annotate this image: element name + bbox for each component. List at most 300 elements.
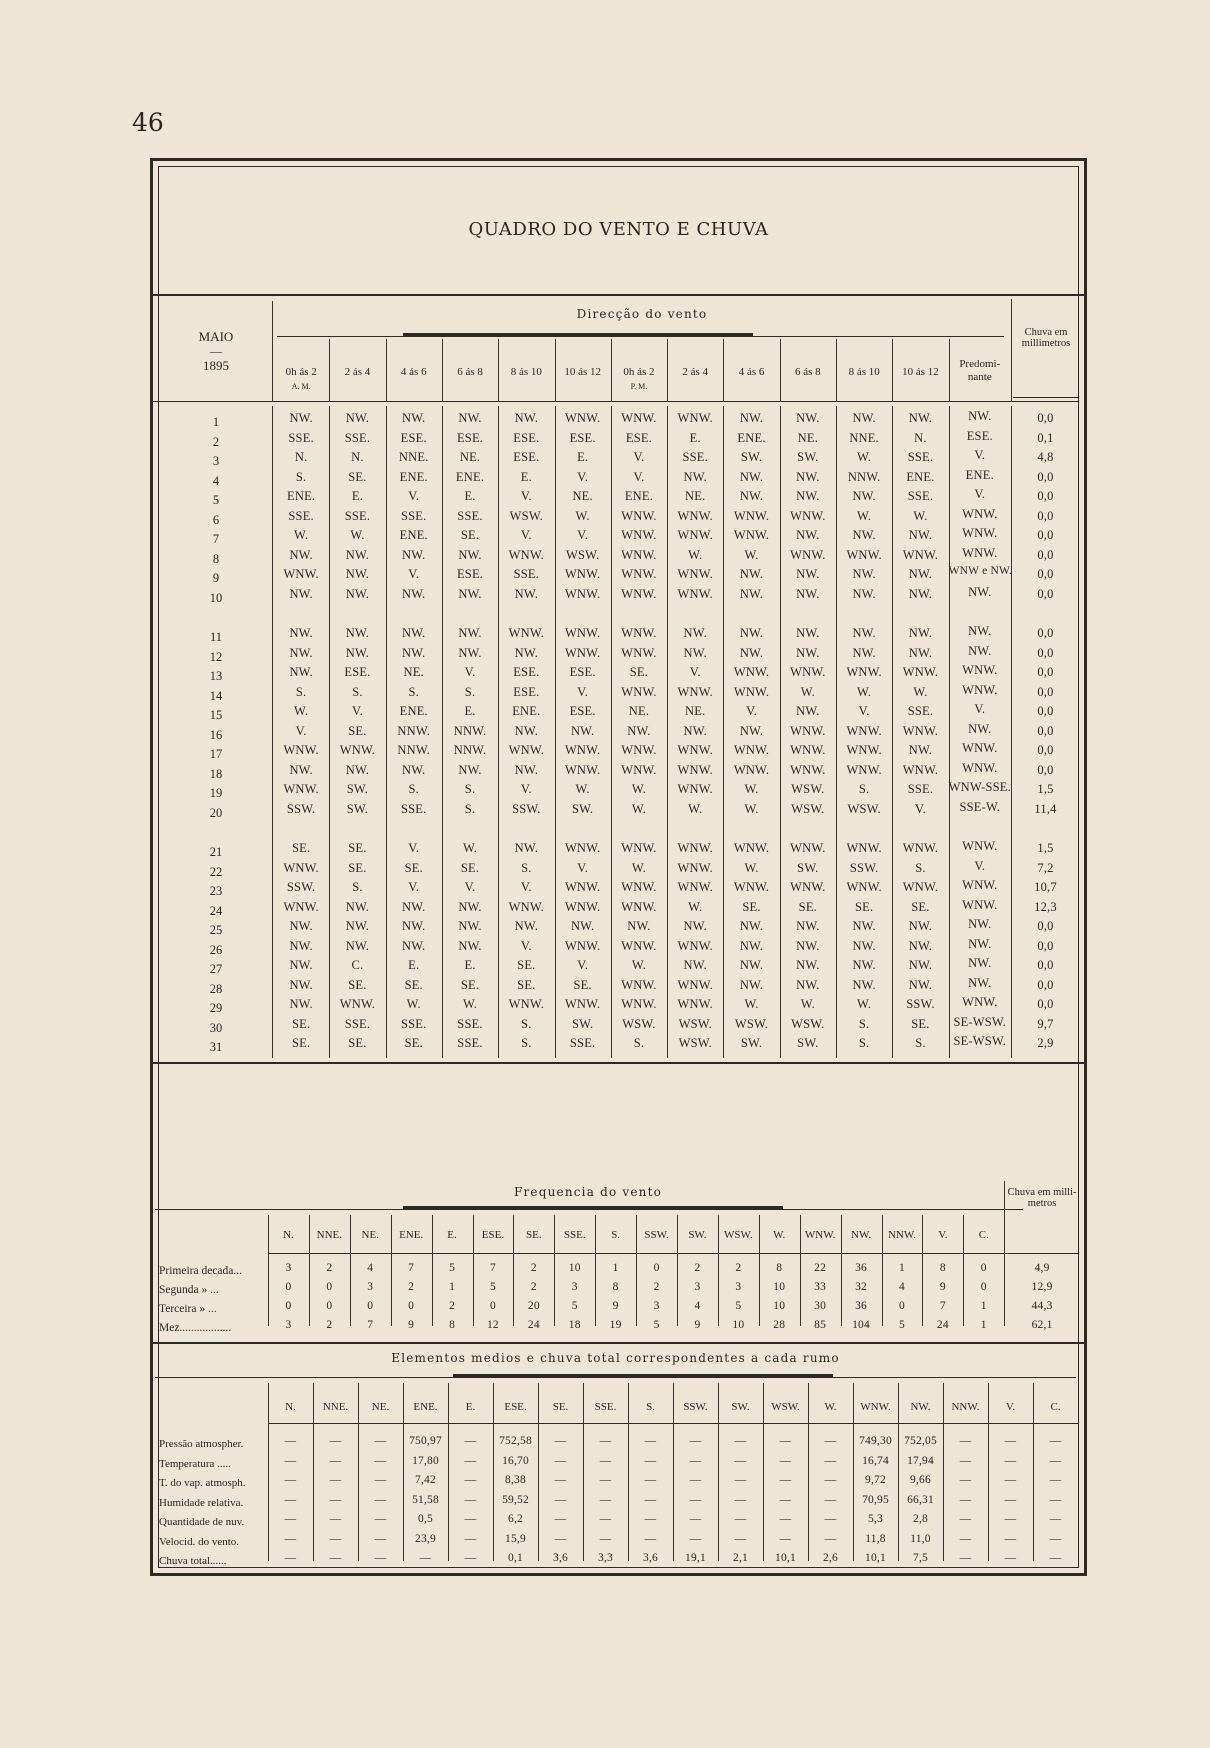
frequency-cell: 10 bbox=[773, 1281, 786, 1293]
wind-direction-cell: W. bbox=[294, 528, 309, 542]
elements-cell: — bbox=[779, 1513, 792, 1525]
wind-direction-cell: NW. bbox=[796, 626, 820, 640]
frequency-header-rule bbox=[268, 1253, 1078, 1254]
wind-direction-cell: WNW. bbox=[846, 743, 882, 757]
wind-direction-cell: NW. bbox=[458, 586, 482, 601]
wind-direction-cell: NW. bbox=[739, 645, 764, 660]
elements-cell: — bbox=[959, 1435, 972, 1447]
wind-direction-cell: E. bbox=[520, 469, 532, 484]
wind-direction-cell: NW. bbox=[739, 469, 764, 484]
wind-direction-cell: WNW. bbox=[902, 665, 939, 679]
frequency-cell: 8 bbox=[776, 1262, 783, 1274]
wind-direction-cell: NE. bbox=[685, 489, 706, 503]
wind-direction-cell: WNW. bbox=[564, 743, 601, 757]
frequency-cell: 36 bbox=[855, 1300, 867, 1312]
predominant-cell: NW. bbox=[968, 409, 992, 423]
wind-direction-cell: NW. bbox=[402, 411, 426, 425]
wind-direction-cell: E. bbox=[577, 450, 589, 464]
frequency-rain-cell: 62,1 bbox=[1031, 1319, 1053, 1331]
frequency-column-header: SSW. bbox=[644, 1229, 669, 1241]
elements-cell: — bbox=[1004, 1532, 1017, 1545]
elements-cell: — bbox=[1004, 1435, 1017, 1447]
wind-direction-cell: WNW. bbox=[733, 743, 770, 757]
rain-cell: 0,0 bbox=[1037, 958, 1054, 972]
frequency-cell: 9 bbox=[694, 1319, 701, 1331]
wind-direction-cell: WNW. bbox=[677, 567, 713, 581]
elements-row-label: Chuva total...... bbox=[159, 1555, 227, 1567]
wind-direction-cell: S. bbox=[521, 1016, 532, 1031]
predominant-cell: WNW. bbox=[962, 506, 998, 521]
elements-cell: — bbox=[689, 1493, 702, 1506]
frequency-column-header: C. bbox=[978, 1229, 989, 1241]
elements-cell: — bbox=[1049, 1493, 1062, 1506]
elements-cell: 10,1 bbox=[775, 1552, 796, 1564]
rain-cell: 12,3 bbox=[1034, 899, 1057, 914]
wind-direction-cell: NW. bbox=[514, 645, 539, 660]
wind-direction-cell: WNW. bbox=[677, 684, 713, 699]
wind-direction-cell: WNW. bbox=[846, 665, 882, 679]
elements-cell: — bbox=[734, 1493, 747, 1506]
wind-direction-cell: WNW. bbox=[339, 997, 376, 1011]
elements-cell: — bbox=[734, 1454, 747, 1467]
elements-cell: — bbox=[374, 1435, 387, 1447]
rain-cell: 0,0 bbox=[1037, 743, 1054, 757]
frequency-column-header: NNW. bbox=[887, 1229, 916, 1241]
rain-cell: 0,0 bbox=[1037, 411, 1054, 425]
wind-direction-cell: WNW. bbox=[564, 997, 601, 1011]
wind-direction-cell: WNW. bbox=[508, 626, 545, 640]
elements-cell: 2,8 bbox=[913, 1513, 928, 1525]
wind-direction-cell: NE. bbox=[459, 450, 481, 464]
day-number: 18 bbox=[209, 766, 223, 781]
frequency-column-header: W. bbox=[773, 1229, 786, 1241]
predominant-cell: ESE. bbox=[966, 428, 993, 443]
wind-direction-cell: V. bbox=[746, 704, 758, 718]
wind-direction-cell: WNW. bbox=[790, 880, 826, 894]
wind-direction-cell: WSW. bbox=[509, 508, 543, 523]
day-number: 12 bbox=[209, 649, 223, 664]
elements-cell: — bbox=[329, 1513, 342, 1525]
time-column-header: 10 ás 12 bbox=[564, 366, 601, 378]
day-number: 7 bbox=[212, 532, 220, 546]
frequency-cell: 7 bbox=[408, 1262, 415, 1274]
frequency-cell: 10 bbox=[732, 1319, 745, 1331]
wind-direction-cell: NW. bbox=[514, 841, 539, 855]
elements-column-header: E. bbox=[465, 1401, 476, 1413]
frequency-cell: 5 bbox=[489, 1281, 496, 1293]
wind-direction-cell: WNW. bbox=[621, 567, 657, 581]
wind-direction-cell: NNW. bbox=[453, 743, 487, 757]
wind-direction-cell: WNW. bbox=[621, 880, 657, 894]
rain-rule bbox=[1013, 397, 1078, 398]
frequency-cell: 2 bbox=[449, 1300, 456, 1312]
wind-direction-cell: SE. bbox=[348, 469, 367, 484]
elements-cell: 752,58 bbox=[499, 1435, 532, 1447]
wind-direction-cell: V. bbox=[520, 782, 532, 796]
wind-direction-cell: SE. bbox=[404, 1036, 423, 1050]
frequency-cell: 7 bbox=[367, 1319, 374, 1331]
frequency-cell: 2 bbox=[653, 1281, 660, 1293]
wind-direction-cell: NNW. bbox=[397, 743, 431, 757]
elements-cell: 51,58 bbox=[412, 1493, 439, 1506]
elements-column-header: W. bbox=[824, 1401, 837, 1413]
wind-direction-cell: S. bbox=[408, 684, 419, 699]
elements-cell: 5,3 bbox=[868, 1513, 883, 1525]
wind-direction-cell: WNW. bbox=[283, 743, 319, 757]
wind-direction-cell: ESE. bbox=[513, 430, 540, 445]
wind-direction-cell: W. bbox=[688, 801, 703, 816]
elements-cell: — bbox=[599, 1513, 612, 1525]
wind-direction-cell: WNW. bbox=[902, 723, 939, 738]
wind-direction-cell: SSW. bbox=[849, 860, 879, 875]
wind-direction-cell: SE. bbox=[460, 860, 480, 875]
wind-direction-cell: V. bbox=[633, 450, 645, 464]
wind-direction-cell: S. bbox=[408, 782, 419, 796]
elements-cell: — bbox=[689, 1435, 702, 1447]
wind-direction-cell: NW. bbox=[402, 586, 426, 601]
wind-direction-cell: ENE. bbox=[399, 528, 428, 542]
elements-cell: — bbox=[284, 1474, 297, 1486]
frequency-cell: 2 bbox=[326, 1262, 333, 1274]
frequency-cell: 10 bbox=[773, 1300, 786, 1312]
predominant-cell: WNW. bbox=[962, 682, 998, 697]
rain-cell: 0,0 bbox=[1037, 528, 1054, 542]
am-note: A. M. bbox=[291, 382, 311, 391]
elements-cell: — bbox=[599, 1435, 612, 1447]
wind-direction-cell: S. bbox=[295, 684, 307, 699]
wind-direction-cell: V. bbox=[577, 958, 589, 972]
elements-cell: 752,05 bbox=[904, 1435, 937, 1447]
wind-direction-cell: WNW. bbox=[846, 841, 882, 855]
elements-row-label: Quantidade de nuv. bbox=[159, 1516, 245, 1528]
wind-direction-cell: SE. bbox=[291, 1036, 311, 1050]
wind-direction-cell: SE. bbox=[348, 1036, 367, 1050]
elements-column-header: NNE. bbox=[322, 1401, 349, 1413]
elements-cell: 7,5 bbox=[913, 1552, 928, 1564]
time-column-header: 6 ás 8 bbox=[457, 366, 483, 378]
pred-divider bbox=[1011, 299, 1012, 401]
wind-direction-cell: SE. bbox=[348, 860, 367, 875]
elements-cell: — bbox=[1004, 1552, 1017, 1564]
frequency-cell: 0 bbox=[489, 1300, 496, 1312]
wind-direction-cell: S. bbox=[464, 782, 476, 796]
header-rule bbox=[153, 401, 1078, 402]
wind-direction-cell: C. bbox=[351, 958, 364, 972]
wind-direction-cell: NW. bbox=[289, 938, 313, 953]
wind-direction-cell: N. bbox=[294, 450, 308, 464]
wind-direction-cell: W. bbox=[857, 997, 872, 1011]
wind-direction-cell: NW. bbox=[796, 977, 820, 992]
elements-column-header: N. bbox=[285, 1401, 296, 1413]
elements-cell: — bbox=[644, 1513, 657, 1525]
elements-cell: — bbox=[824, 1435, 837, 1447]
wind-direction-cell: WNW. bbox=[677, 997, 713, 1011]
wind-direction-cell: SE. bbox=[404, 977, 423, 992]
wind-direction-cell: SE. bbox=[460, 528, 480, 542]
wind-direction-cell: ESE. bbox=[569, 430, 596, 445]
frequency-cell: 4 bbox=[694, 1300, 701, 1312]
frequency-cell: 2 bbox=[530, 1281, 537, 1293]
wind-direction-cell: WNW. bbox=[564, 762, 601, 777]
wind-direction-cell: WNW. bbox=[846, 547, 882, 562]
elements-cell: 59,52 bbox=[502, 1493, 529, 1506]
wind-direction-cell: NW. bbox=[345, 626, 370, 640]
wind-direction-cell: WNW. bbox=[621, 743, 657, 757]
frequency-rain-header: Chuva em milli-metros bbox=[1007, 1187, 1077, 1209]
predominant-cell: WNW. bbox=[962, 897, 998, 912]
frequency-cell: 33 bbox=[814, 1281, 827, 1293]
wind-direction-cell: SW. bbox=[797, 860, 819, 875]
wind-direction-cell: WNW. bbox=[621, 938, 657, 953]
elements-cell: — bbox=[824, 1493, 837, 1506]
wind-direction-cell: NE. bbox=[797, 430, 819, 445]
elements-cell: 8,38 bbox=[505, 1474, 526, 1486]
predominant-cell: SSE-W. bbox=[959, 799, 1001, 814]
wind-direction-cell: NW. bbox=[908, 743, 933, 757]
elements-cell: — bbox=[644, 1532, 657, 1545]
wind-direction-cell: SSW. bbox=[512, 801, 541, 816]
predominant-cell: NW. bbox=[968, 956, 992, 970]
wind-direction-cell: NW. bbox=[852, 489, 876, 503]
day-number: 16 bbox=[209, 727, 223, 742]
day-number: 22 bbox=[209, 864, 223, 879]
wind-direction-cell: V. bbox=[858, 704, 870, 718]
frequency-cell: 3 bbox=[285, 1262, 292, 1274]
wind-direction-cell: WSW. bbox=[791, 782, 825, 796]
wind-direction-cell: WNW. bbox=[621, 997, 657, 1011]
wind-direction-cell: WNW. bbox=[677, 938, 713, 953]
wind-direction-cell: NNW. bbox=[453, 723, 487, 738]
wind-direction-cell: SW. bbox=[346, 782, 369, 796]
wind-direction-cell: WNW. bbox=[283, 860, 319, 875]
wind-direction-cell: NW. bbox=[289, 626, 313, 640]
predominant-cell: WNW-SSE. bbox=[948, 780, 1011, 794]
day-number: 8 bbox=[212, 551, 220, 566]
wind-direction-cell: V. bbox=[295, 723, 307, 738]
frequency-rain-cell: 44,3 bbox=[1031, 1300, 1053, 1312]
elements-cell: — bbox=[959, 1552, 972, 1564]
frequency-cell: 5 bbox=[898, 1319, 905, 1331]
frequency-cell: 2 bbox=[326, 1319, 333, 1331]
rain-cell: 0,0 bbox=[1037, 508, 1054, 523]
wind-direction-cell: V. bbox=[577, 528, 589, 542]
elements-cell: 3,3 bbox=[598, 1552, 613, 1564]
wind-direction-cell: V. bbox=[633, 469, 645, 484]
predominant-cell: NW. bbox=[968, 584, 992, 599]
frequency-cell: 3 bbox=[571, 1281, 578, 1293]
frequency-column-header: N. bbox=[283, 1229, 294, 1241]
wind-direction-cell: WNW. bbox=[733, 841, 770, 855]
wind-direction-cell: ENE. bbox=[906, 469, 935, 484]
wind-direction-cell: NW. bbox=[739, 938, 764, 953]
elements-cell: 66,31 bbox=[907, 1493, 934, 1506]
frequency-cell: 0 bbox=[980, 1281, 987, 1293]
elements-cell: 11,0 bbox=[910, 1532, 931, 1545]
elements-cell: — bbox=[734, 1435, 747, 1447]
wind-direction-cell: SSE. bbox=[344, 508, 371, 523]
wind-direction-cell: NE. bbox=[628, 704, 650, 718]
wind-direction-cell: SW. bbox=[797, 1036, 819, 1050]
wind-direction-cell: WNW. bbox=[621, 899, 657, 914]
frequency-cell: 4 bbox=[898, 1281, 905, 1293]
elements-cell: 749,30 bbox=[859, 1435, 892, 1447]
elements-cell: — bbox=[419, 1552, 432, 1564]
wind-direction-cell: WNW. bbox=[339, 743, 376, 757]
elements-cell: — bbox=[284, 1532, 297, 1545]
frequency-cell: 85 bbox=[814, 1319, 827, 1331]
day-number: 25 bbox=[209, 923, 223, 937]
year-label: 1895 bbox=[203, 358, 229, 373]
wind-direction-cell: WNW. bbox=[790, 723, 826, 738]
frequency-column-header: WSW. bbox=[724, 1229, 753, 1241]
wind-direction-cell: WNW. bbox=[677, 782, 713, 796]
frequency-cell: 5 bbox=[735, 1300, 742, 1312]
wind-direction-cell: S. bbox=[915, 860, 926, 875]
wind-direction-cell: NW. bbox=[796, 469, 820, 484]
wind-direction-cell: ENE. bbox=[399, 704, 428, 718]
wind-direction-cell: ESE. bbox=[569, 665, 596, 679]
wind-direction-cell: ESE. bbox=[513, 665, 540, 679]
wind-direction-cell: NW. bbox=[852, 528, 876, 542]
wind-direction-cell: WNW. bbox=[564, 586, 601, 601]
wind-direction-cell: WNW. bbox=[846, 723, 882, 738]
rain-cell: 7,2 bbox=[1037, 860, 1054, 875]
rain-cell: 1,5 bbox=[1037, 841, 1054, 855]
wind-direction-cell: NW. bbox=[402, 899, 426, 914]
elements-cell: 17,94 bbox=[907, 1454, 934, 1467]
frequency-rain-cell: 12,9 bbox=[1031, 1281, 1053, 1293]
wind-direction-cell: V. bbox=[577, 469, 589, 484]
elements-cell: — bbox=[329, 1435, 342, 1447]
wind-direction-cell: WNW. bbox=[621, 626, 657, 640]
elements-column-header: NW. bbox=[910, 1401, 931, 1413]
wind-direction-cell: NW. bbox=[739, 919, 764, 933]
wind-direction-cell: WNW. bbox=[564, 567, 601, 581]
wind-direction-cell: SSE. bbox=[457, 1016, 483, 1031]
wind-direction-caption: Direcção do vento bbox=[576, 307, 708, 321]
wind-direction-cell: SSE. bbox=[401, 801, 427, 816]
wind-direction-cell: NE. bbox=[403, 665, 424, 679]
wind-direction-cell: NW. bbox=[402, 762, 426, 777]
wind-direction-cell: NW. bbox=[683, 626, 707, 640]
frequency-cell: 7 bbox=[939, 1300, 946, 1312]
wind-direction-cell: SSE. bbox=[288, 508, 314, 523]
wind-direction-cell: NW. bbox=[796, 938, 820, 953]
frequency-cell: 10 bbox=[568, 1262, 581, 1274]
wind-direction-cell: SE. bbox=[348, 977, 367, 992]
wind-direction-cell: W. bbox=[406, 997, 421, 1011]
frequency-column-header: ESE. bbox=[481, 1229, 505, 1241]
elements-column-header: SW. bbox=[731, 1401, 750, 1413]
day-number: 17 bbox=[209, 747, 223, 761]
wind-direction-cell: SW. bbox=[571, 801, 594, 816]
wind-direction-cell: NW. bbox=[908, 528, 933, 542]
time-column-header: 10 ás 12 bbox=[902, 366, 939, 378]
frequency-cell: 0 bbox=[653, 1262, 660, 1274]
wind-direction-cell: NW. bbox=[514, 762, 539, 777]
elements-cell: — bbox=[329, 1493, 342, 1506]
wind-direction-cell: SW. bbox=[571, 1016, 594, 1031]
wind-direction-cell: NW. bbox=[796, 919, 820, 933]
day-number: 23 bbox=[209, 884, 223, 898]
section2-bottom-rule bbox=[153, 1342, 1084, 1344]
wind-direction-cell: NW. bbox=[683, 919, 707, 933]
elements-cell: — bbox=[1049, 1454, 1062, 1467]
section1-bottom-rule bbox=[153, 1062, 1084, 1064]
frequency-cell: 0 bbox=[367, 1300, 374, 1312]
wind-direction-cell: SSE. bbox=[682, 450, 708, 464]
rain-cell: 11,4 bbox=[1034, 801, 1057, 816]
elements-cell: — bbox=[1004, 1493, 1017, 1506]
wind-direction-cell: NW. bbox=[289, 665, 313, 679]
wind-direction-cell: S. bbox=[633, 1036, 645, 1050]
wind-direction-cell: NW. bbox=[852, 958, 876, 972]
elements-cell: 19,1 bbox=[685, 1552, 706, 1564]
body-pred-divider bbox=[1011, 406, 1012, 1058]
wind-direction-cell: NW. bbox=[796, 411, 820, 425]
wind-direction-cell: S. bbox=[352, 880, 363, 894]
predominant-cell: WNW. bbox=[962, 760, 998, 775]
elements-row-label: T. do vap. atmosph. bbox=[159, 1477, 246, 1489]
elements-column-header: WSW. bbox=[771, 1401, 800, 1413]
elements-cell: — bbox=[374, 1552, 387, 1564]
wind-direction-cell: S. bbox=[915, 1036, 926, 1050]
wind-direction-cell: WNW. bbox=[564, 880, 601, 894]
predominant-cell: V. bbox=[974, 702, 986, 716]
frequency-column-header: NW. bbox=[851, 1229, 872, 1241]
table-title: QUADRO DO VENTO E CHUVA bbox=[468, 219, 769, 240]
rain-cell: 4,8 bbox=[1037, 450, 1054, 464]
wind-direction-cell: NW. bbox=[514, 919, 539, 933]
frequency-cell: 3 bbox=[694, 1281, 701, 1293]
wind-direction-cell: NW. bbox=[908, 411, 933, 425]
wind-direction-cell: WNW. bbox=[508, 899, 545, 914]
wind-direction-cell: NW. bbox=[852, 626, 876, 640]
wind-direction-cell: NW. bbox=[683, 723, 707, 738]
wind-direction-cell: WNW. bbox=[733, 665, 770, 679]
frequency-cell: 3 bbox=[735, 1281, 742, 1293]
time-column-header: 8 ás 10 bbox=[510, 366, 542, 378]
wind-direction-cell: V. bbox=[351, 704, 363, 718]
wind-direction-cell: SE. bbox=[742, 899, 761, 914]
rain-cell: 0,0 bbox=[1037, 704, 1054, 718]
day-number: 29 bbox=[209, 1001, 223, 1015]
wind-direction-cell: WNW. bbox=[508, 997, 545, 1011]
wind-direction-cell: NW. bbox=[852, 567, 876, 581]
wind-direction-cell: SE. bbox=[911, 1016, 930, 1031]
day-number: 28 bbox=[209, 981, 223, 996]
wind-direction-cell: NW. bbox=[796, 958, 820, 972]
elements-cell: — bbox=[284, 1493, 297, 1506]
wind-direction-cell: WNW. bbox=[621, 411, 657, 425]
predominant-cell: WNW. bbox=[962, 995, 998, 1009]
wind-direction-cell: NW. bbox=[289, 645, 313, 660]
wind-direction-cell: WNW. bbox=[677, 743, 713, 757]
wind-direction-cell: NW. bbox=[514, 723, 539, 738]
wind-direction-cell: WNW. bbox=[790, 665, 826, 679]
frequency-cell: 18 bbox=[568, 1319, 581, 1331]
elements-cell: 2,6 bbox=[823, 1552, 838, 1564]
wind-direction-cell: WNW. bbox=[621, 528, 657, 542]
wind-direction-cell: NNW. bbox=[847, 469, 881, 484]
frequency-cell: 5 bbox=[653, 1319, 660, 1331]
wind-direction-cell: NW. bbox=[514, 411, 539, 425]
wind-direction-cell: WNW. bbox=[621, 841, 657, 855]
predominant-cell: NW. bbox=[968, 624, 992, 638]
wind-direction-cell: NW. bbox=[289, 919, 313, 933]
wind-direction-cell: W. bbox=[913, 684, 928, 699]
wind-direction-cell: SSW. bbox=[906, 997, 935, 1011]
